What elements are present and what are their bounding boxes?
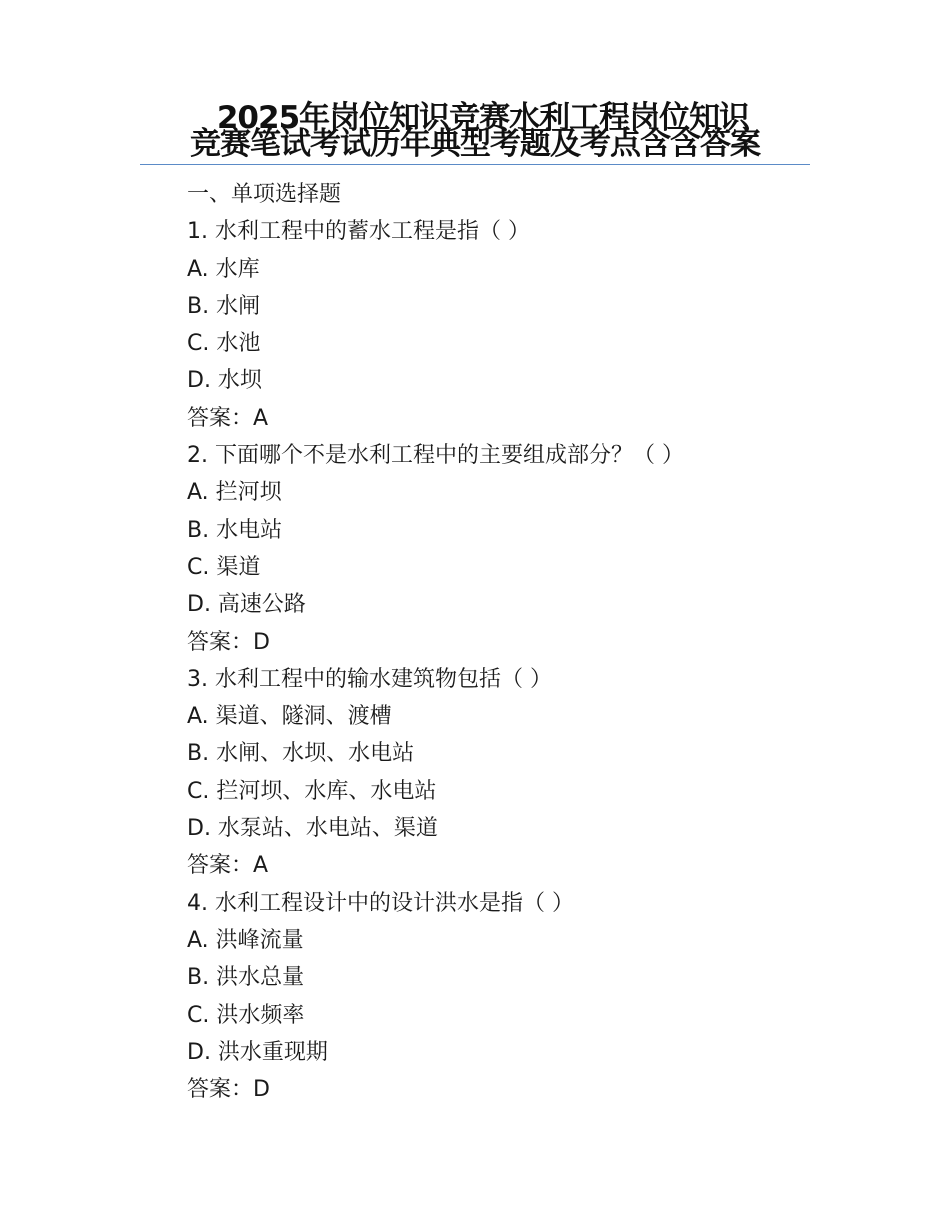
section-heading: 一、单项选择题 — [187, 182, 342, 207]
answer: 答案：D — [187, 629, 270, 655]
option: A. 洪峰流量 — [187, 927, 304, 953]
option: C. 拦河坝、水库、水电站 — [187, 778, 437, 804]
answer: 答案：D — [187, 1077, 270, 1103]
title-line-2: 竞赛笔试考试历年典型考题及考点含含答案 — [190, 126, 760, 162]
option: D. 洪水重现期 — [187, 1039, 328, 1065]
option: B. 洪水总量 — [187, 965, 305, 991]
option: B. 水电站 — [187, 517, 283, 543]
option: A. 水库 — [187, 256, 260, 282]
answer: 答案：A — [187, 405, 269, 431]
title-line-1: 2025年岗位知识竞赛水利工程岗位知识 — [216, 100, 750, 136]
option: D. 高速公路 — [187, 592, 306, 618]
document-title — [140, 100, 810, 165]
document-body — [187, 176, 827, 1108]
option: B. 水闸 — [187, 293, 261, 319]
question-stem: 4. 水利工程设计中的设计洪水是指（ ） — [187, 890, 574, 916]
option: C. 水池 — [187, 331, 261, 357]
answer: 答案：A — [187, 853, 269, 879]
option: C. 渠道 — [187, 554, 261, 580]
question-stem: 1. 水利工程中的蓄水工程是指（ ） — [187, 219, 530, 245]
option: A. 渠道、隧洞、渡槽 — [187, 704, 392, 730]
option: A. 拦河坝 — [187, 480, 282, 506]
question-stem: 3. 水利工程中的输水建筑物包括（ ） — [187, 666, 552, 692]
question-stem: 2. 下面哪个不是水利工程中的主要组成部分？（ ） — [187, 443, 684, 469]
option: D. 水泵站、水电站、渠道 — [187, 816, 438, 842]
option: B. 水闸、水坝、水电站 — [187, 741, 415, 767]
option: D. 水坝 — [187, 368, 262, 394]
option: C. 洪水频率 — [187, 1002, 305, 1028]
